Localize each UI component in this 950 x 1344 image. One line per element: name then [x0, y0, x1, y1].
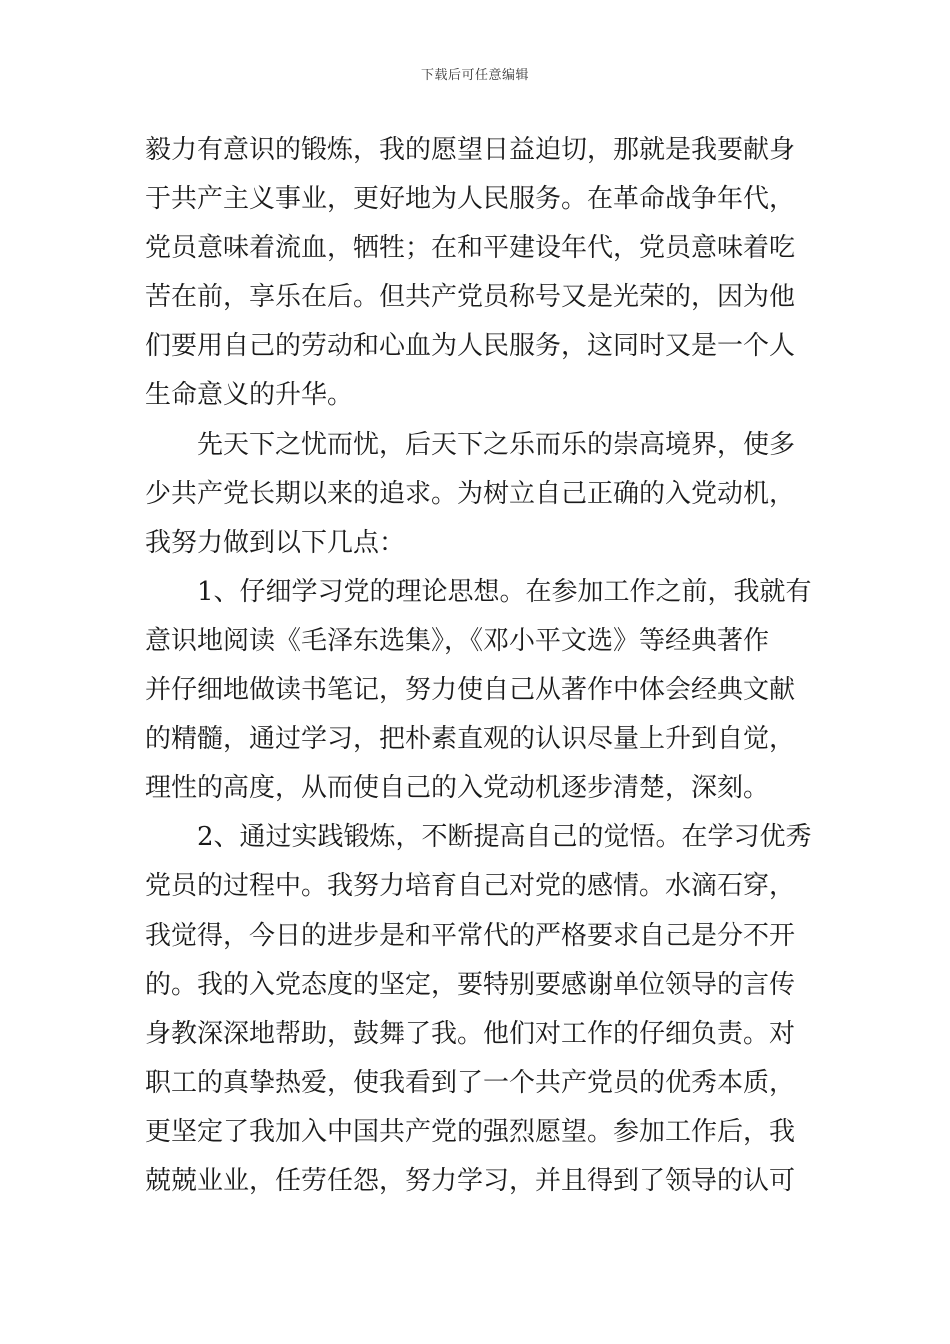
text-line: 生命意义的升华。 — [145, 380, 354, 411]
text-line: 我觉得，今日的进步是和平常代的严格要求自己是分不开 — [145, 920, 796, 951]
text-line: 兢兢业业，任劳任怨，努力学习，并且得到了领导的认可 — [145, 1165, 796, 1196]
text-line: 意识地阅读《毛泽东选集》，《邓小平文选》等经典著作 — [145, 625, 770, 656]
text-line: 并仔细地做读书笔记，努力使自己从著作中体会经典文献 — [145, 675, 796, 706]
text-line: 于共产主义事业，更好地为人民服务。在革命战争年代， — [145, 184, 796, 215]
text-line: 的。我的入党态度的坚定，要特别要感谢单位领导的言传 — [145, 969, 796, 1000]
text-line: 职工的真挚热爱，使我看到了一个共产党员的优秀本质， — [145, 1067, 796, 1098]
text-line: 2、通过实践锻炼，不断提高自己的觉悟。在学习优秀 — [197, 822, 812, 853]
page-header: 下载后可任意编辑 — [420, 68, 529, 83]
text-line: 毅力有意识的锻炼，我的愿望日益迫切，那就是我要献身 — [145, 135, 796, 165]
text-line: 更坚定了我加入中国共产党的强烈愿望。参加工作后，我 — [145, 1116, 796, 1147]
text-line: 身教深深地帮助，鼓舞了我。他们对工作的仔细负责。对 — [145, 1018, 796, 1049]
text-line: 少共产党长期以来的追求。为树立自己正确的入党动机， — [145, 478, 796, 509]
body-text — [145, 126, 812, 1206]
text-line: 理性的高度，从而使自己的入党动机逐步清楚，深刻。 — [145, 773, 770, 804]
text-line: 们要用自己的劳动和心血为人民服务，这同时又是一个人 — [145, 331, 796, 362]
text-line: 苦在前，享乐在后。但共产党员称号又是光荣的，因为他 — [145, 282, 796, 313]
text-line: 党员意味着流血，牺牲；在和平建设年代，党员意味着吃 — [145, 233, 796, 264]
text-line: 党员的过程中。我努力培育自己对党的感情。水滴石穿， — [145, 871, 796, 902]
text-line: 先天下之忧而忧，后天下之乐而乐的崇高境界，使多 — [197, 429, 796, 460]
text-line: 1、仔细学习党的理论思想。在参加工作之前，我就有 — [197, 576, 812, 607]
text-line: 的精髓，通过学习，把朴素直观的认识尽量上升到自觉， — [145, 724, 796, 755]
text-line: 我努力做到以下几点： — [145, 527, 406, 558]
